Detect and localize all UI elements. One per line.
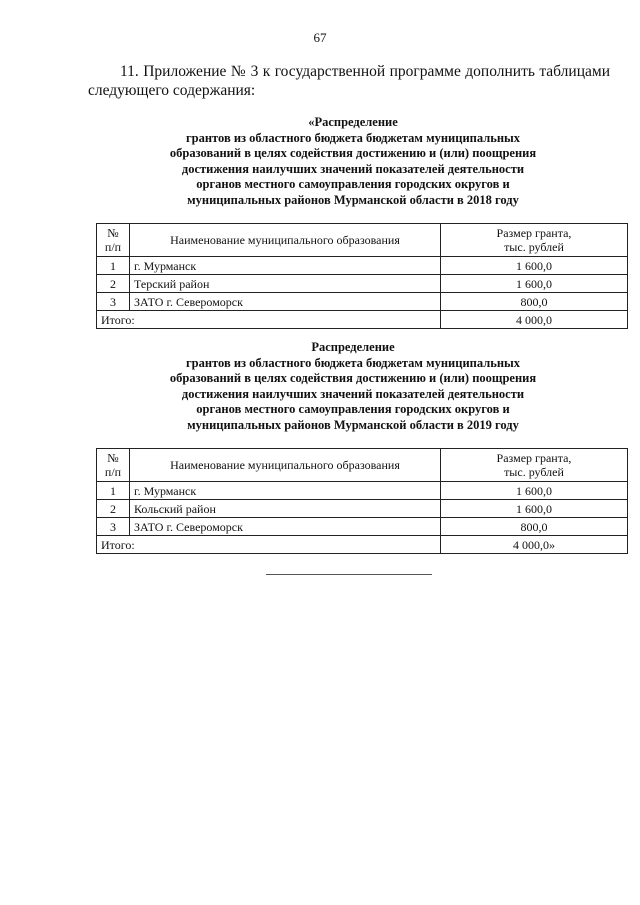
heading-line: грантов из областного бюджета бюджетам муниципальных xyxy=(185,130,521,145)
column-header-num: № п/п xyxy=(97,449,130,482)
table-row xyxy=(97,293,628,311)
table-heading-2019 xyxy=(96,340,610,433)
cell-num: 3 xyxy=(97,518,130,536)
column-header-name: Наименование муниципального образования xyxy=(130,449,441,482)
total-amount: 4 000,0» xyxy=(441,536,628,554)
cell-num: 1 xyxy=(97,482,130,500)
cell-amount: 1 600,0 xyxy=(441,257,628,275)
cell-num: 2 xyxy=(97,500,130,518)
table-row xyxy=(97,500,628,518)
cell-name: ЗАТО г. Североморск xyxy=(130,293,441,311)
table-heading-2018 xyxy=(96,115,610,208)
total-label: Итого: xyxy=(97,311,441,329)
cell-amount: 800,0 xyxy=(441,518,628,536)
table-row xyxy=(97,275,628,293)
heading-line: достижения наилучших значений показателей деятельности xyxy=(181,386,525,401)
cell-name: ЗАТО г. Североморск xyxy=(130,518,441,536)
cell-amount: 1 600,0 xyxy=(441,500,628,518)
grants-table-2018 xyxy=(96,223,628,329)
table-total-row xyxy=(97,311,628,329)
heading-line: образований в целях содействия достижению и (или) поощрения xyxy=(169,146,537,160)
heading-line: достижения наилучших значений показателей деятельности xyxy=(181,161,525,176)
table-header-row xyxy=(97,224,628,257)
total-amount: 4 000,0 xyxy=(441,311,628,329)
heading-line: образований в целях содействия достижению и (или) поощрения xyxy=(169,371,537,385)
cell-amount: 1 600,0 xyxy=(441,275,628,293)
cell-name: г. Мурманск xyxy=(130,257,441,275)
cell-num: 1 xyxy=(97,257,130,275)
cell-name: г. Мурманск xyxy=(130,482,441,500)
cell-name: Кольский район xyxy=(130,500,441,518)
column-header-num: № п/п xyxy=(97,224,130,257)
table-row xyxy=(97,482,628,500)
table-header-row xyxy=(97,449,628,482)
cell-amount: 800,0 xyxy=(441,293,628,311)
heading-line: органов местного самоуправления городских округов и xyxy=(196,402,510,416)
intro-paragraph: 11. Приложение № 3 к государственной программе дополнить таблицами следующего содержания: xyxy=(88,63,610,99)
total-label: Итого: xyxy=(97,536,441,554)
cell-amount: 1 600,0 xyxy=(441,482,628,500)
column-header-amount: Размер гранта, тыс. рублей xyxy=(441,224,628,257)
table-row xyxy=(97,518,628,536)
cell-num: 2 xyxy=(97,275,130,293)
cell-num: 3 xyxy=(97,293,130,311)
heading-line: органов местного самоуправления городских округов и xyxy=(196,177,510,191)
column-header-amount: Размер гранта, тыс. рублей xyxy=(441,449,628,482)
table-row xyxy=(97,257,628,275)
table-total-row xyxy=(97,536,628,554)
heading-line: муниципальных районов Мурманской области в 2018 году xyxy=(187,192,519,207)
closing-divider xyxy=(266,574,432,575)
heading-line: Распределение xyxy=(311,340,395,354)
cell-name: Терский район xyxy=(130,275,441,293)
page-number: 67 xyxy=(313,30,327,45)
heading-line: муниципальных районов Мурманской области в 2019 году xyxy=(187,417,519,432)
grants-table-2019 xyxy=(96,448,628,554)
heading-line: «Распределение xyxy=(308,115,398,129)
column-header-name: Наименование муниципального образования xyxy=(130,224,441,257)
heading-line: грантов из областного бюджета бюджетам муниципальных xyxy=(185,355,521,370)
